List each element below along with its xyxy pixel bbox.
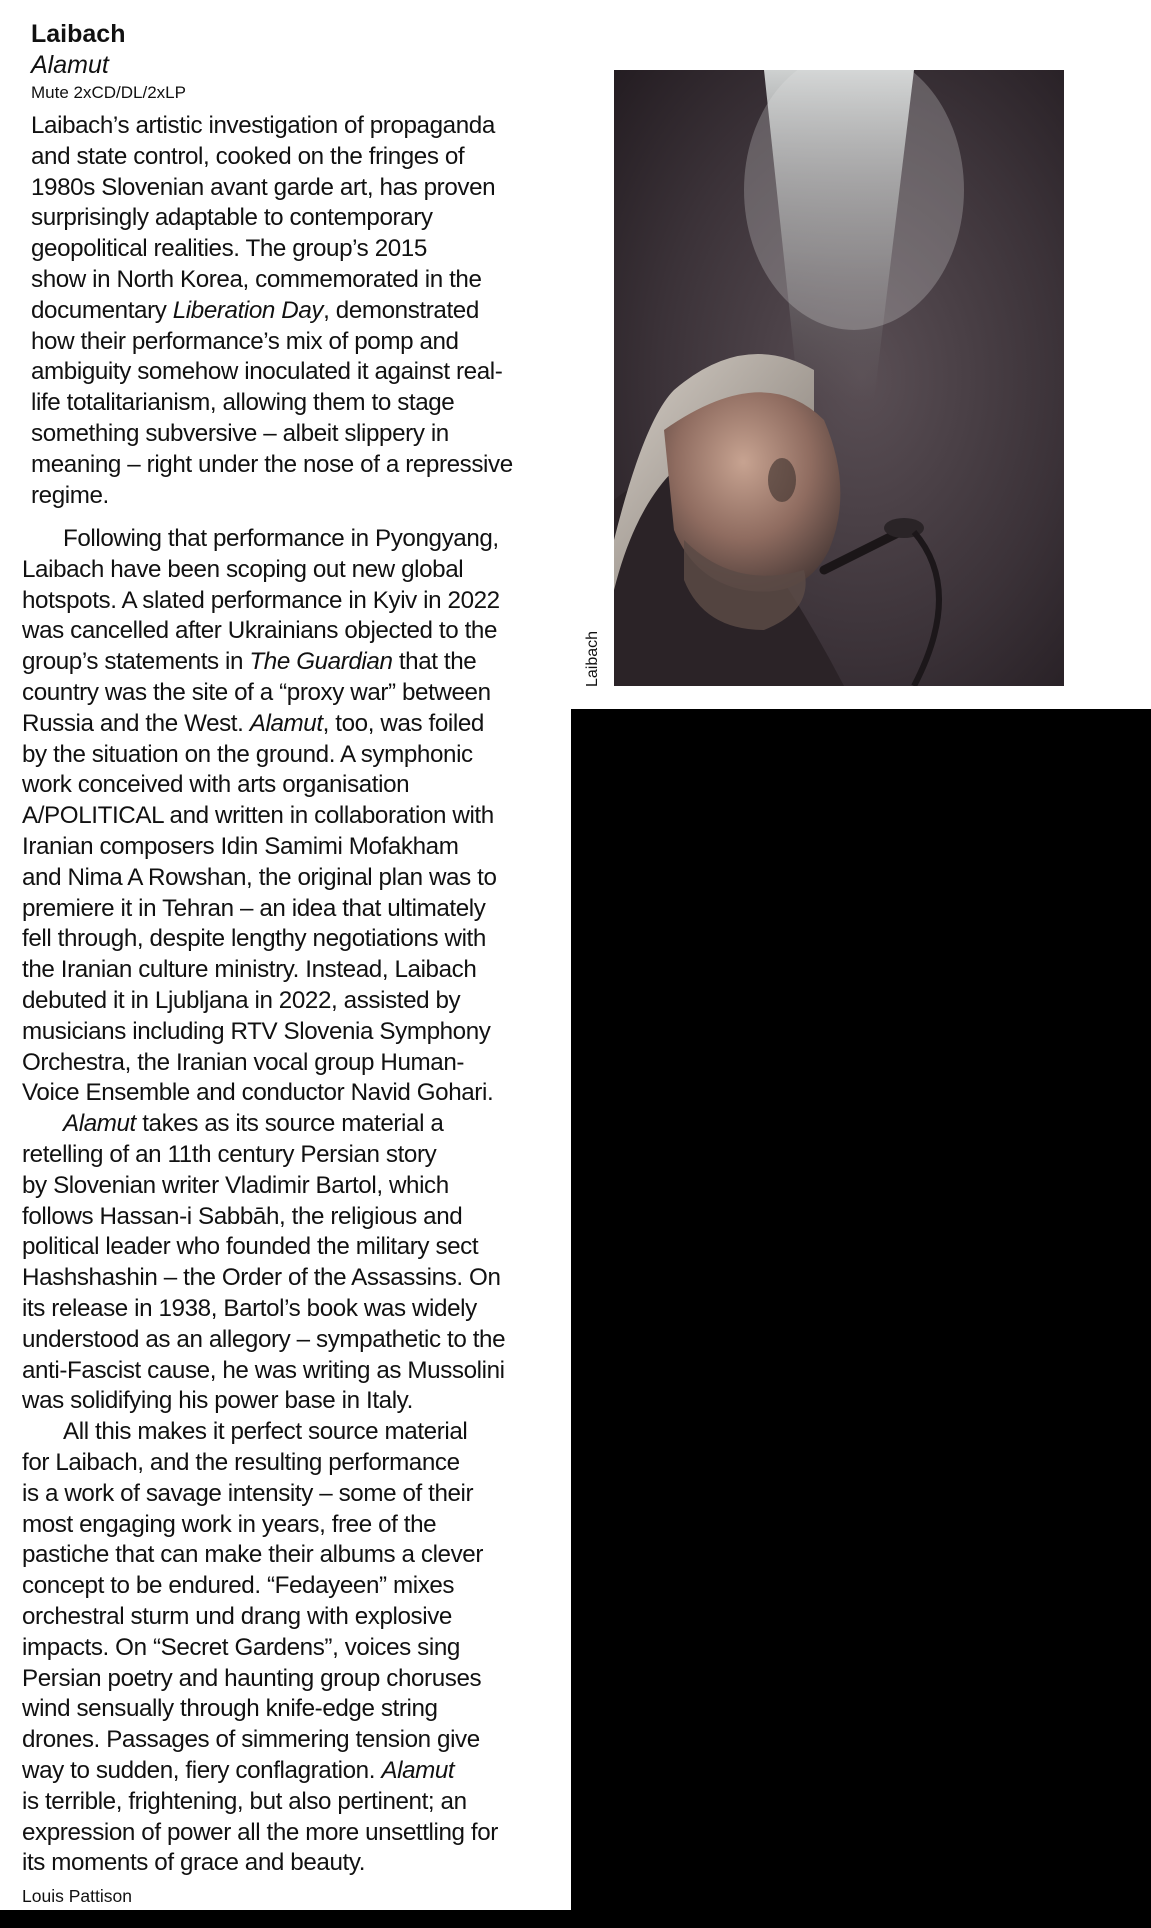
text-run: Iranian composers Idin Samimi Mofakham	[22, 833, 459, 860]
body-line	[22, 739, 473, 770]
text-run: Laibach’s artistic investigation of propaganda	[31, 112, 495, 139]
body-line	[22, 1539, 483, 1570]
text-run: Following that performance in Pyongyang,	[63, 525, 499, 552]
body-line	[22, 1786, 467, 1817]
text-run: its moments of grace and beauty.	[22, 1849, 366, 1877]
text-run: documentary	[31, 296, 173, 324]
text-run: something subversive – albeit slippery in	[31, 420, 449, 447]
body-line	[31, 141, 464, 172]
text-run: by the situation on the ground. A symphonic	[22, 740, 473, 768]
body-line	[22, 708, 484, 739]
body-line	[22, 1570, 454, 1601]
text-run: takes as its source material a	[135, 1110, 444, 1138]
text-run: wind sensually through knife-edge string	[22, 1695, 438, 1723]
text-run: was cancelled after Ukrainians objected to the	[22, 617, 498, 645]
text-run: 1980s Slovenian avant garde art, has proven	[31, 173, 496, 201]
body-line	[22, 615, 497, 646]
photo-credit: Laibach	[584, 630, 601, 687]
body-line	[31, 387, 454, 418]
body-line	[22, 923, 486, 954]
body-line	[31, 418, 449, 449]
bottom-strip	[0, 1910, 1151, 1928]
body-line	[22, 893, 485, 924]
body-line	[22, 1139, 436, 1170]
body-line	[22, 1663, 481, 1694]
italic-title: Alamut	[249, 709, 323, 737]
body-line	[22, 585, 500, 616]
body-line	[22, 646, 476, 677]
review-format: Mute 2xCD/DL/2xLP	[31, 83, 186, 102]
body-line	[22, 1047, 464, 1078]
text-run: fell through, despite lengthy negotiations with	[22, 925, 486, 953]
text-run: geopolitical realities. The group’s 2015	[31, 235, 427, 263]
body-line	[22, 1201, 462, 1232]
text-run: , demonstrated	[323, 296, 479, 324]
body-line	[22, 1447, 460, 1478]
body-line	[22, 1385, 413, 1416]
body-line	[31, 356, 502, 387]
body-line	[22, 1324, 505, 1355]
text-run: meaning – right under the nose of a repressive	[31, 450, 513, 478]
text-run: Persian poetry and haunting group choruses	[22, 1664, 482, 1692]
body-line	[22, 1016, 490, 1047]
text-run: was solidifying his power base in Italy.	[22, 1387, 413, 1415]
review-byline: Louis Pattison	[22, 1886, 132, 1906]
black-block	[571, 709, 1151, 1928]
photo-image	[614, 70, 1064, 686]
body-line	[31, 110, 495, 141]
body-line	[22, 1478, 473, 1509]
text-run: Hashshashin – the Order of the Assassins. On	[22, 1264, 501, 1292]
review-artist: Laibach	[31, 20, 126, 48]
body-line	[31, 480, 109, 511]
body-line	[22, 1847, 365, 1878]
text-run: country was the site of a “proxy war” between	[22, 679, 491, 706]
body-line	[22, 1293, 477, 1324]
text-run: way to sudden, fiery conflagration.	[22, 1757, 382, 1784]
body-line	[31, 233, 427, 264]
text-run: its release in 1938, Bartol’s book was widely	[22, 1295, 477, 1322]
body-line	[22, 1817, 498, 1848]
body-line	[22, 1077, 493, 1108]
body-line	[22, 554, 463, 585]
text-run: understood as an allegory – sympathetic to the	[22, 1325, 506, 1353]
page-margin	[1124, 0, 1151, 709]
body-line	[22, 1170, 449, 1201]
artist-photo	[614, 70, 1064, 686]
body-line	[22, 1231, 478, 1262]
text-run: concept to be endured. “Fedayeen” mixes	[22, 1572, 455, 1600]
text-run: pastiche that can make their albums a clever	[22, 1541, 484, 1569]
text-run: show in North Korea, commemorated in the	[31, 266, 482, 293]
text-run: by Slovenian writer Vladimir Bartol, which	[22, 1171, 449, 1199]
review-album-title: Alamut	[31, 51, 109, 79]
text-run: premiere it in Tehran – an idea that ultimately	[22, 894, 486, 922]
text-run: Orchestra, the Iranian vocal group Human-	[22, 1048, 465, 1076]
text-run: orchestral sturm und drang with explosive	[22, 1603, 452, 1630]
text-run: group’s statements in	[22, 648, 250, 676]
body-line	[22, 677, 491, 708]
body-line	[22, 1355, 505, 1386]
text-run: life totalitarianism, allowing them to stage	[31, 389, 455, 417]
body-line	[31, 264, 482, 295]
text-run: is a work of savage intensity – some of their	[22, 1479, 474, 1507]
text-run: for Laibach, and the resulting performance	[22, 1449, 460, 1476]
text-run: expression of power all the more unsettling for	[22, 1818, 498, 1846]
text-run: musicians including RTV Slovenia Symphony	[22, 1017, 491, 1045]
text-run: A/POLITICAL and written in collaboration with	[22, 802, 494, 830]
body-line	[63, 1416, 467, 1447]
text-run: anti-Fascist cause, he was writing as Mussolini	[22, 1356, 505, 1384]
body-line	[22, 1509, 436, 1540]
text-run: hotspots. A slated performance in Kyiv in 2022	[22, 586, 500, 614]
body-line	[22, 954, 476, 985]
text-run: , too, was foiled	[322, 709, 484, 737]
body-line	[63, 523, 499, 554]
italic-title: Alamut	[63, 1110, 136, 1138]
body-line	[22, 985, 460, 1016]
body-line	[31, 172, 495, 203]
text-run: follows Hassan-i Sabbāh, the religious and	[22, 1202, 463, 1230]
italic-title: The Guardian	[249, 648, 393, 676]
text-run: drones. Passages of simmering tension give	[22, 1726, 480, 1754]
body-line	[22, 800, 494, 831]
body-line	[31, 326, 459, 357]
text-run: the Iranian culture ministry. Instead, Laibach	[22, 956, 477, 984]
text-run: political leader who founded the military sect	[22, 1233, 479, 1261]
text-run: Laibach have been scoping out new global	[22, 555, 464, 583]
body-line	[22, 862, 497, 893]
body-line	[22, 1632, 460, 1663]
text-run: regime.	[31, 481, 109, 509]
text-run: and Nima A Rowshan, the original plan was to	[22, 863, 497, 891]
text-run: Voice Ensemble and conductor Navid Gohari.	[22, 1079, 494, 1107]
text-run: impacts. On “Secret Gardens”, voices sing	[22, 1633, 460, 1661]
text-run: is terrible, frightening, but also pertinent; an	[22, 1787, 467, 1815]
text-run: that the	[392, 648, 477, 676]
body-line	[31, 449, 513, 480]
text-run: and state control, cooked on the fringes of	[31, 142, 465, 170]
text-run: Russia and the West.	[22, 709, 250, 737]
text-run: how their performance’s mix of pomp and	[31, 327, 459, 355]
body-line	[22, 1724, 480, 1755]
body-line	[31, 295, 479, 326]
body-line	[31, 202, 433, 233]
body-line	[22, 769, 409, 800]
text-run: most engaging work in years, free of the	[22, 1510, 437, 1538]
text-run: work conceived with arts organisation	[22, 771, 410, 799]
text-run: retelling of an 11th century Persian story	[22, 1141, 437, 1168]
italic-title: Alamut	[381, 1757, 455, 1784]
body-line	[22, 1601, 452, 1632]
italic-title: Liberation Day	[172, 296, 324, 324]
text-run: debuted it in Ljubljana in 2022, assisted by	[22, 987, 461, 1014]
text-run: All this makes it perfect source material	[63, 1418, 468, 1446]
text-run: ambiguity somehow inoculated it against real-	[31, 358, 503, 386]
body-line	[22, 1693, 438, 1724]
body-line	[22, 831, 458, 862]
body-line	[22, 1262, 501, 1293]
body-line	[63, 1108, 443, 1139]
text-run: surprisingly adaptable to contemporary	[31, 204, 433, 232]
body-line	[22, 1755, 454, 1786]
